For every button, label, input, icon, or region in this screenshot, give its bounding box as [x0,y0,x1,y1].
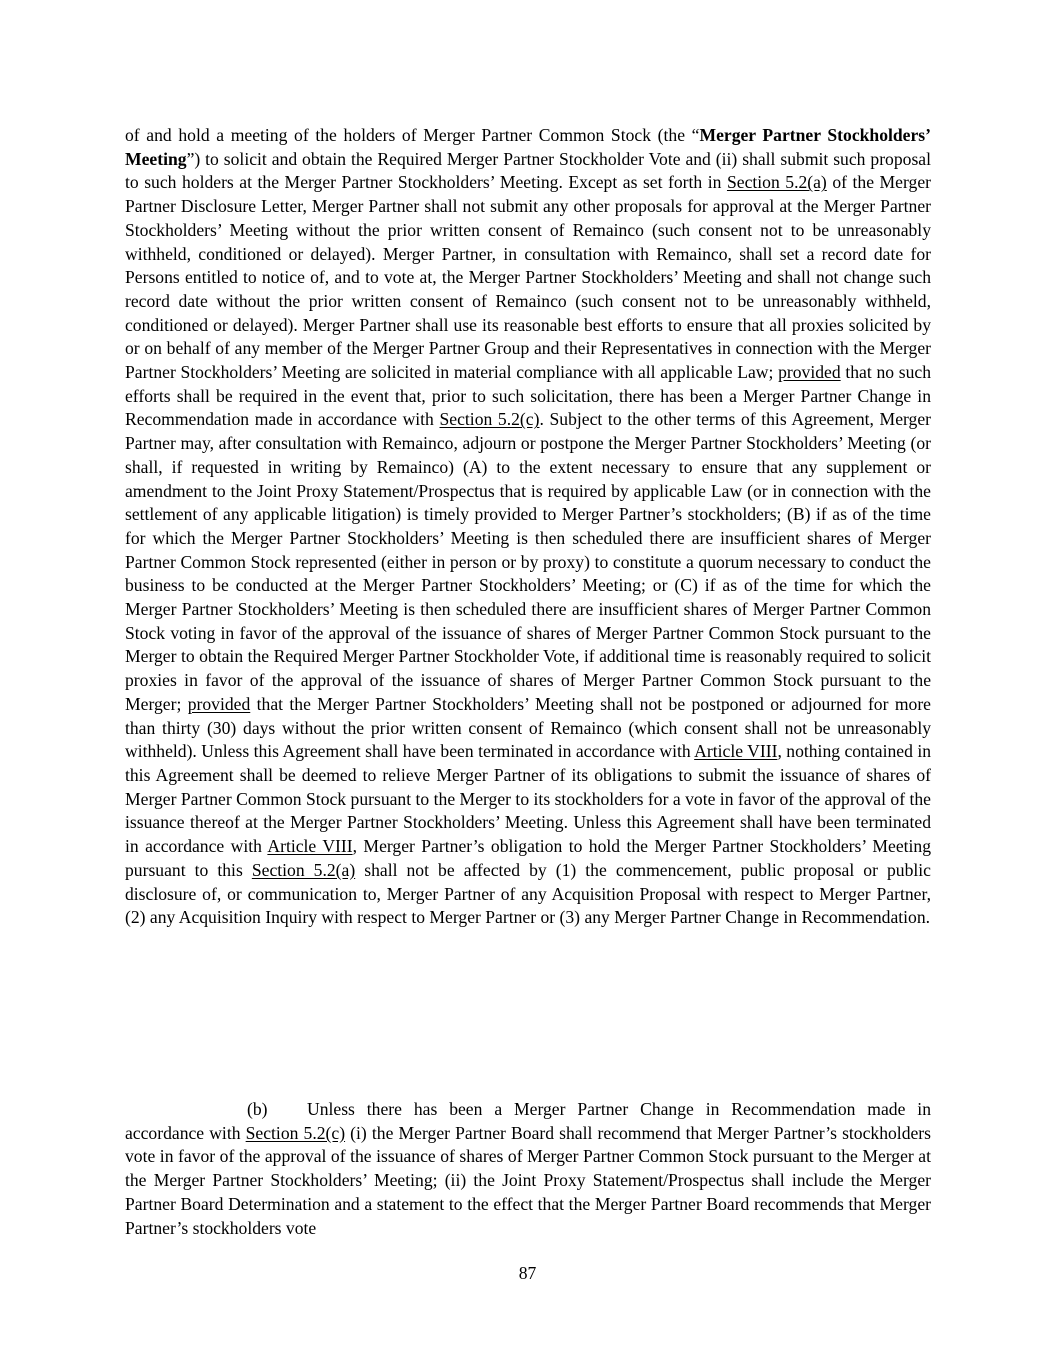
text-run: , nothing contained in this Agreement shall be deemed to relieve Merger Partner of its obligations to submit the issuance of shares of Merger Partner Common Stock pursuant to the Merger to its stockholders for a vote in favor of the approval of the issuance thereof at the Merger Partner Stockholders’ Meeting. Unless this Agreement shall have been terminated in accordance with [125,741,931,857]
text-run: ”) to solicit and obtain the Required Merger Partner Stockholder Vote and (ii) shall submit such proposal to such holders at the Merger Partner Stockholders’ Meeting. Except as set forth in [125,148,931,193]
provided-term: provided [187,693,251,714]
cross-reference-section-5-2-c: Section 5.2(c) [439,409,540,430]
cross-reference-article-viii: Article VIII [694,741,778,762]
text-run: that no such efforts shall be required in the event that, prior to such solicitation, there has been a Merger Partner Change in Recommendation made in accordance with [125,362,931,430]
text-run: shall not be affected by (1) the commencement, public proposal or public disclosure of, or communication to, Merger Partner of any Acquisition Proposal with respect to Merger Partner, (2) any Acquisition Inquiry with respect to Merger Partner or (3) any Merger Partner Change in Recommendation. [125,859,931,928]
text-run: Unless there has been a Merger Partner Change in Recommendation made in accordance with [125,1099,931,1143]
cross-reference-article-viii: Article VIII [267,836,353,857]
provided-term: provided [778,362,841,383]
text-run: (i) the Merger Partner Board shall recommend that Merger Partner’s stockholders vote in favor of the approval of the issuance of shares of Merger Partner Common Stock pursuant to the Merger at the Merger Partner Stockholders’ Meeting; (ii) the Joint Proxy Statement/Prospectus shall include the Merger Partner Board Determination and a statement to the effect that the Merger Partner Board recommends that Merger Partner’s stockholders vote [125,1122,931,1238]
cross-reference-section-5-2-a: Section 5.2(a) [251,859,356,880]
cross-reference-section-5-2-c: Section 5.2(c) [245,1122,346,1143]
paragraph-section-5-2-b [125,1098,931,1240]
text-run: . Subject to the other terms of this Agreement, Merger Partner may, after consultation with Remainco, adjourn or postpone the Merger Partner Stockholders’ Meeting (or shall, if requested in writing by Remainco) (A) to the extent necessary to ensure that any supplement or amendment to the Joint Proxy Statement/Prospectus that is required by applicable Law (or in connection with the settlement of any applicable litigation) is timely provided to Merger Partner’s stockholders; (B) if as of the time for which the Merger Partner Stockholders’ Meeting is then scheduled there are insufficient shares of Merger Partner Common Stock represented (either in person or by proxy) to constitute a quorum necessary to conduct the business to be conducted at the Merger Partner Stockholders’ Meeting; or (C) if as of the time for which the Merger Partner Stockholders’ Meeting is then scheduled there are insufficient shares of Merger Partner Common Stock voting in favor of the approval of the issuance of shares of Merger Partner Common Stock pursuant to the Merger to obtain the Required Merger Partner Stockholder Vote, if additional time is reasonably required to solicit proxies in favor of the approval of the issuance of shares of Merger Partner Common Stock pursuant to the Merger; [125,409,932,714]
text-run: of the Merger Partner Disclosure Letter, Merger Partner shall not submit any other proposals for approval at the Merger Partner Stockholders’ Meeting without the prior written consent of Remainco (such consent not to be unreasonably withheld, conditioned or delayed). Merger Partner, in consultation with Remainco, shall set a record date for Persons entitled to notice of, and to vote at, the Merger Partner Stockholders’ Meeting and shall not change such record date without the prior written consent of Remainco (such consent not to be unreasonably withheld, conditioned or delayed). Merger Partner shall use its reasonable best efforts to ensure that all proxies solicited by or on behalf of any member of the Merger Partner Group and their Representatives in connection with the Merger Partner Stockholders’ Meeting are solicited in material compliance with all applicable Law; [125,172,931,383]
text-run: of and hold a meeting of the holders of Merger Partner Common Stock (the “ [125,125,700,145]
text-run: , Merger Partner’s obligation to hold the Merger Partner Stockholders’ Meeting pursuant to this [125,836,931,880]
cross-reference-section-5-2-a: Section 5.2(a) [726,172,827,193]
paragraph-section-5-2-a-continued [125,124,931,930]
clause-label: (b) [247,1099,268,1119]
defined-term-merger-partner-stockholders-meeting: Merger Partner Stockholders’ Meeting [125,125,931,169]
text-run: that the Merger Partner Stockholders’ Meeting shall not be postponed or adjourned for more than thirty (30) days without the prior written consent of Remainco (which consent shall not be unreasonably withheld). Unless this Agreement shall have been terminated in accordance with [125,693,931,762]
page-number: 87 [518,1263,537,1283]
